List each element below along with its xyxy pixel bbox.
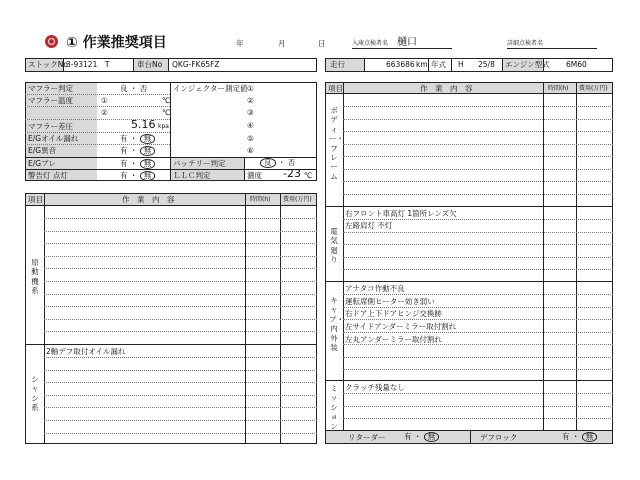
injector-label: インジェクター測定値 [173,84,248,93]
ruled-line [44,281,317,282]
mission-note-1: クラッチ残量なし [345,383,405,392]
ruled-line [343,344,613,345]
ruled-line [343,257,613,258]
mileage-unit: km [416,60,428,69]
year-label: 年 [236,39,244,48]
ruled-line [44,382,317,383]
engine-label: エンジン型式 [505,60,550,69]
electric-note-2: 左路肩灯 不灯 [345,221,393,230]
engine-value: 6M60 [566,60,587,69]
right-header-time: 時間(h) [548,85,569,92]
injector-6: ⑥ [247,146,254,155]
ruled-line [44,256,317,257]
left-header-cost: 費用(万円) [283,196,312,203]
muffler-temp-2: ② [101,108,108,117]
injector-4: ④ [247,121,254,130]
concentration-label: 濃度 [247,171,262,180]
ruled-line [343,194,613,195]
retarder-value: 有 ・ 無 [404,432,439,442]
ruled-line [44,331,317,332]
cabin-note-5: 左丸アンダーミラー取付割れ [345,335,442,344]
difflock-label: デフロック [480,433,518,442]
ruled-line [343,181,613,182]
year-type-label: 年式 [431,60,446,69]
eg-shake-value: 有 ・ 無 [120,159,155,169]
right-header-work: 作 業 内 容 [420,84,473,93]
ruled-line [343,144,613,145]
ruled-line [44,294,317,295]
ruled-line [343,319,613,320]
section-cabin: キャブ・内外装 [329,296,344,352]
retarder-label: リターダー [348,433,386,442]
muffler-temp-2-unit: ℃ [162,108,171,117]
ruled-line [343,131,613,132]
muffler-judge-label: マフラー判定 [28,84,73,93]
ruled-line [343,393,613,394]
section-electric: 電気廻り [330,227,338,265]
day-label: 日 [318,39,326,48]
section-engine: 原動機系 [31,258,39,296]
stock-label: ストックNo [28,60,68,69]
eg-oil-label: E/Gオイル漏れ [28,134,79,143]
injector-1: ① [247,84,254,93]
muffler-diff-unit: kpa [158,123,169,130]
ruled-line [343,418,613,419]
page-title: ① 作業推奨項目 [66,35,167,51]
difflock-value: 有 ・ 無 [562,432,597,442]
left-header-time: 時間(h) [250,196,271,203]
eg-noise-value: 有 ・ 無 [120,146,155,156]
eg-shake-label: E/Gブレ [28,159,56,168]
ruled-line [343,156,613,157]
right-header-cost: 費用(万円) [579,85,608,92]
right-header-item: 項目 [328,84,343,93]
eg-oil-value: 有 ・ 無 [120,134,155,144]
muffler-diff-value: 5.16 [131,118,156,131]
cabin-note-3: 右ドア上下ドアヒンジ交換跡 [345,309,442,318]
ruled-line [44,231,317,232]
model-label: 車台No [137,60,163,69]
chassis-note-1: 2軸デフ取付オイル漏れ [46,347,126,356]
ruled-line [44,370,317,371]
month-label: 月 [278,39,286,48]
ruled-line [44,319,317,320]
inspector-label: 入庫点検者名 [352,40,389,47]
cabin-note-2: 運転席側ヒーター効き弱い [345,297,435,306]
logo-seal [45,35,58,48]
ruled-line [343,269,613,270]
battery-value: 良 ・ 否 [260,158,295,168]
ruled-line [44,268,317,269]
ruled-line [44,218,317,219]
injector-2: ② [247,96,254,105]
cabin-note-1: アナタコ作動不良 [345,284,405,293]
stock-value: 3-93121 T [66,60,110,69]
ruled-line [343,219,613,220]
era: H [458,60,464,69]
ruled-line [343,232,613,233]
left-header-work: 作 業 内 容 [122,195,175,204]
ruled-line [343,406,613,407]
ruled-line [44,407,317,408]
left-header-item: 項目 [28,195,43,204]
mileage-value: 663686 [386,60,415,69]
ruled-line [44,420,317,421]
concentration-unit: ℃ [304,171,313,180]
ruled-line [44,306,317,307]
ruled-line [343,369,613,370]
ruled-line [44,433,317,434]
warning-label: 警告灯 点灯 [28,171,68,180]
year-value: 25/8 [478,60,495,69]
eg-noise-label: E/G異音 [28,146,57,155]
concentration-value: -23 [283,167,301,180]
ruled-line [343,244,613,245]
electric-note-1: 右フロント車高灯 1箇所レンズ欠 [345,209,457,218]
ruled-line [44,395,317,396]
ruled-line [343,332,613,333]
battery-label: バッテリー判定 [173,159,226,168]
muffler-temp-1-unit: ℃ [162,96,171,105]
ruled-line [343,307,613,308]
ruled-line [44,357,317,358]
muffler-judge-value: 良 ・ 否 [120,84,148,93]
injector-3: ③ [247,108,254,117]
section-mission: ミッション [330,384,338,431]
section-chassis: シャシ系 [31,375,39,413]
llc-label: ＬＬＣ判定 [173,171,211,180]
detail-inspector-label: 詳細点検者名 [507,40,544,47]
ruled-line [343,357,613,358]
model-value: QKG-FK65FZ [172,60,220,69]
ruled-line [343,119,613,120]
ruled-line [343,169,613,170]
muffler-temp-label: マフラー温度 [28,96,73,105]
injector-5: ⑤ [247,134,254,143]
warning-value: 有 ・ 無 [120,171,155,181]
ruled-line [44,243,317,244]
mileage-label: 走行 [330,60,345,69]
muffler-temp-1: ① [101,96,108,105]
muffler-diff-label: マフラー差圧 [28,122,73,131]
section-body: ボディー・フレーム [329,106,344,181]
cabin-note-4: 左サイドアンダーミラー取付割れ [345,322,457,331]
inspector-value: 樋口 [397,37,417,48]
ruled-line [343,294,613,295]
ruled-line [343,106,613,107]
